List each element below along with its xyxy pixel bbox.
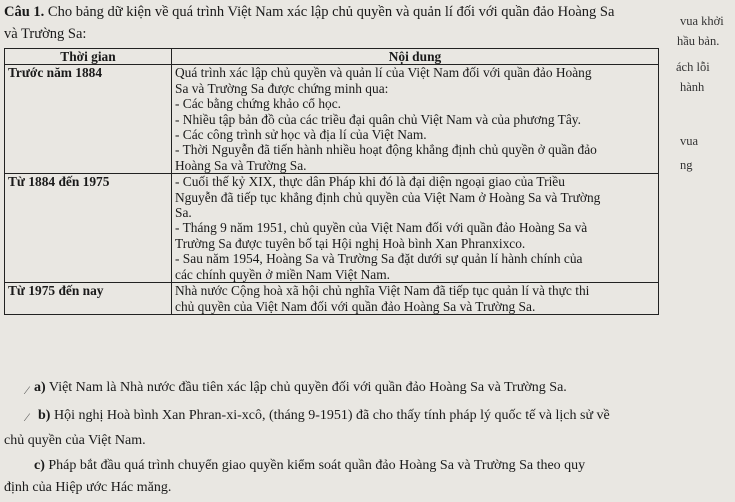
- margin-note: ách lỗi: [676, 60, 710, 74]
- margin-note: hành: [680, 80, 705, 94]
- option-a-text: Việt Nam là Nhà nước đầu tiên xác lập chủ quyền đối với quần đảo Hoàng Sa và Trường Sa.: [48, 380, 567, 395]
- option-c[interactable]: [34, 458, 585, 474]
- table-row: [5, 174, 659, 283]
- content-line: Nguyễn đã tiếp tục khẳng định chủ quyền của Việt Nam ở Hoàng Sa và Trường: [175, 189, 601, 205]
- data-table: [4, 48, 659, 315]
- option-c-text: Pháp bắt đầu quá trình chuyển giao quyền kiểm soát quần đảo Hoàng Sa và Trường Sa theo quy: [48, 458, 586, 473]
- content-line: Nhà nước Cộng hoà xã hội chủ nghĩa Việt Nam đã tiếp tục quản lí và thực thi: [175, 283, 590, 299]
- table-row: [5, 283, 659, 315]
- question-label: Câu 1.: [4, 4, 45, 20]
- row-time: Từ 1975 đến nay: [5, 283, 172, 315]
- question-text: Cho bảng dữ kiện về quá trình Việt Nam xác lập chủ quyền và quản lí đối với quần đảo Hoàng Sa: [47, 4, 615, 20]
- option-b-label: b): [38, 408, 51, 423]
- content-line: - Các bằng chứng khảo cổ học.: [175, 96, 342, 112]
- option-c-label: c): [34, 458, 45, 473]
- question-line-2: và Trường Sa:: [4, 26, 87, 42]
- row-content: [172, 283, 659, 315]
- pencil-mark-icon: ⁄: [26, 383, 29, 397]
- table-row: [5, 65, 659, 174]
- option-c-line-2: định của Hiệp ước Hác măng.: [4, 480, 172, 495]
- content-line: - Sau năm 1954, Hoàng Sa và Trường Sa đặt dưới sự quản lí hành chính của: [175, 251, 583, 267]
- row-content: [172, 174, 659, 283]
- content-line: Trường Sa được tuyên bố tại Hội nghị Hoà bình Xan Phranxixco.: [175, 235, 526, 251]
- content-line: Sa.: [175, 205, 192, 221]
- content-line: - Các công trình sử học và địa lí của Việt Nam.: [175, 127, 427, 143]
- margin-note: hầu bản.: [677, 34, 720, 48]
- content-line: Sa và Trường Sa được chứng minh qua:: [175, 80, 389, 96]
- header-content: Nội dung: [172, 49, 659, 65]
- option-b-line-2: chủ quyền của Việt Nam.: [4, 433, 146, 448]
- row-content: [172, 65, 659, 174]
- content-line: - Cuối thế kỷ XIX, thực dân Pháp khi đó là đại diện ngoại giao của Triều: [175, 174, 565, 190]
- option-a[interactable]: [34, 380, 567, 396]
- content-line: - Thời Nguyễn đã tiến hành nhiều hoạt động khẳng định chủ quyền ở quần đảo: [175, 142, 597, 158]
- content-line: các chính quyền ở miền Nam Việt Nam.: [175, 266, 391, 282]
- content-line: - Tháng 9 năm 1951, chủ quyền của Việt Nam đối với quần đảo Hoàng Sa và: [175, 220, 588, 236]
- row-time: Từ 1884 đến 1975: [5, 174, 172, 283]
- option-b[interactable]: [38, 408, 610, 424]
- row-time: Trước năm 1884: [5, 65, 172, 174]
- content-line: Hoàng Sa và Trường Sa.: [175, 157, 307, 173]
- margin-note: vua: [680, 134, 699, 148]
- option-b-text: Hội nghị Hoà bình Xan Phran-xi-xcô, (tháng 9-1951) đã cho thấy tính pháp lý quốc tế và lịch sử về: [53, 408, 610, 423]
- header-time: Thời gian: [5, 49, 172, 65]
- margin-note: vua khởi: [680, 14, 724, 28]
- margin-note: ng: [680, 158, 693, 172]
- content-line: - Nhiều tập bản đồ của các triều đại quân chủ Việt Nam và của phương Tây.: [175, 111, 581, 127]
- option-a-label: a): [34, 380, 46, 395]
- content-line: Quá trình xác lập chủ quyền và quản lí của Việt Nam đối với quần đảo Hoàng: [175, 65, 592, 81]
- table-header-row: [5, 49, 659, 65]
- question-line: [4, 4, 614, 21]
- pencil-mark-icon: ⁄: [26, 410, 29, 424]
- content-line: chủ quyền của Việt Nam đối với quần đảo Hoàng Sa và Trường Sa.: [175, 298, 536, 314]
